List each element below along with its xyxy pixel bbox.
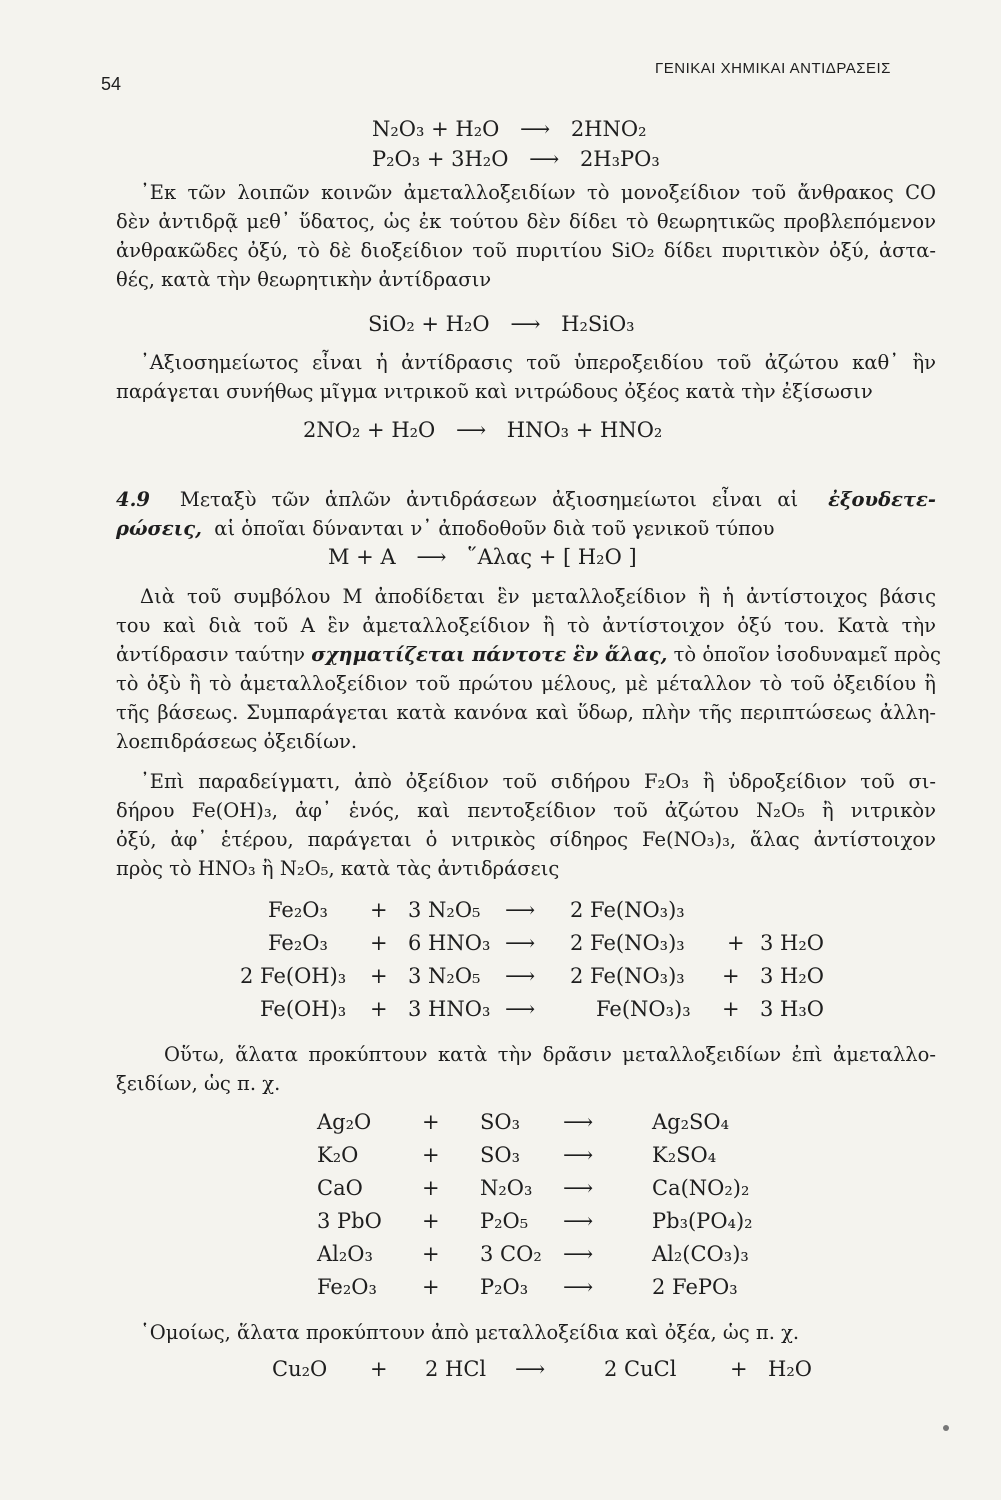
section-line [116,485,936,514]
reactant-b: 3 N₂O₅ [408,964,481,988]
plus: + [722,997,740,1021]
reactant-b: 3 HNO₃ [408,997,491,1021]
product-c: Ca(NO₂)₂ [652,1176,750,1200]
section-term: ἐξουδετε- [828,488,936,511]
plus: + [727,931,745,955]
section-term: ρώσεις, [116,517,202,540]
product-d: 3 H₃O [760,997,824,1021]
equation-lhs: SiO₂ + H₂O [368,312,490,336]
plus: + [422,1209,440,1233]
paragraph-symbols [116,582,941,756]
arrow: ⟶ [510,312,541,336]
paragraph-iron-example [116,767,936,883]
reactant-a: Fe(OH)₃ [260,997,347,1021]
arrow: ⟶ [416,545,447,569]
reactant-b: SO₃ [480,1143,521,1167]
reactant-a: Al₂O₃ [317,1242,373,1266]
reactant-a: K₂O [317,1143,359,1167]
reactant-a: CaO [317,1176,363,1200]
plus: + [422,1143,440,1167]
product-c: Ag₂SO₄ [652,1110,730,1134]
text-line: ᾿Αξιοσημείωτος εἶναι ἡ ἀντίδρασις τοῦ ὑπεροξειδίου τοῦ ἀζώτου καθ᾿ ἣν [140,351,936,374]
emphasis-text: σχηματίζεται πάντοτε ἓν ἅλας, [311,643,668,666]
equation-rhs: ῞Αλας + [ H₂O ] [467,545,637,569]
text-line: ᾿Επὶ παραδείγματι, ἀπὸ ὀξείδιον τοῦ σιδήρου F₂O₃ ἢ ὑδροξείδιον τοῦ σι- [140,770,936,793]
plus: + [370,931,388,955]
product-c: K₂SO₄ [652,1143,717,1167]
product-c: 2 Fe(NO₃)₃ [570,931,685,955]
reactant-b: 2 HCl [425,1357,487,1381]
iron-reactions-table [0,898,1001,1030]
product-c: Fe(NO₃)₃ [596,997,691,1021]
plus: + [370,997,388,1021]
equation-n2o3 [372,117,647,141]
reactant-a: Fe₂O₃ [268,898,328,922]
reaction-row [0,898,1001,931]
plus: + [422,1275,440,1299]
text-line: πρὸς τὸ HNO₃ ἢ N₂O₅, κατὰ τὰς ἀντιδράσεις [116,857,560,880]
text-line: του καὶ διὰ τοῦ Α ἓν ἀμεταλλοξείδιον ἢ τὸ ἀντίστοιχον ὀξύ του. Κατὰ τὴν [116,614,936,637]
ink-speck [943,1425,949,1431]
product-c: 2 CuCl [604,1357,677,1381]
text-line: δήρου Fe(OH)₃, ἀφ᾿ ἑνός, καὶ πεντοξείδιον τοῦ ἀζώτου N₂O₅ ἢ νιτρικὸν [116,799,936,822]
arrow: ⟶ [563,1275,594,1299]
reaction-row [0,1110,1001,1143]
equation-lhs: P₂O₃ + 3H₂O [372,147,509,171]
text-line: δὲν ἀντιδρᾷ μεθ᾿ ὕδατος, ὡς ἐκ τούτου δὲν δίδει τὸ θεωρητικῶς προβλεπόμενον [116,210,936,233]
last-equation [0,1357,1001,1390]
product-c: Al₂(CO₃)₃ [652,1242,749,1266]
arrow: ⟶ [455,418,487,442]
text-span: τὸ ὁποῖον ἰσοδυναμεῖ πρὸς [673,643,941,666]
text-line: λοεπιδράσεως ὀξειδίων. [116,730,358,753]
arrow: ⟶ [563,1143,594,1167]
arrow: ⟶ [529,147,560,171]
arrow: ⟶ [520,117,551,141]
text-line [116,640,941,669]
reactant-a: 2 Fe(OH)₃ [240,964,347,988]
reactant-b: SO₃ [480,1110,521,1134]
equation-rhs: 2H₃PO₃ [579,147,660,171]
reaction-row [0,997,1001,1030]
product-d: 3 H₂O [760,964,824,988]
product-c: 2 Fe(NO₃)₃ [570,898,685,922]
reaction-row [0,1242,1001,1275]
arrow: ⟶ [505,964,536,988]
arrow: ⟶ [505,997,536,1021]
arrow: ⟶ [505,898,536,922]
reactant-a: Fe₂O₃ [317,1275,377,1299]
equation-rhs: HNO₃ + HNO₂ [506,418,663,442]
equation-sio2 [368,312,635,336]
text-line: ᾿Εκ τῶν λοιπῶν κοινῶν ἀμεταλλοξειδίων τὸ μονοξείδιον τοῦ ἄνθρακος CO [140,181,936,204]
plus: + [370,898,388,922]
text-line: ἀνθρακῶδες ὀξύ, τὸ δὲ διοξείδιον τοῦ πυριτίου SiO₂ δίδει πυριτικὸν ὀξύ, ἀστα- [116,239,936,262]
equation-lhs: 2NO₂ + H₂O [303,418,436,442]
reaction-row [0,931,1001,964]
reactant-b: 3 N₂O₅ [408,898,481,922]
reaction-row [0,1209,1001,1242]
arrow: ⟶ [505,931,536,955]
text-line: ῾Ομοίως, ἅλατα προκύπτουν ἀπὸ μεταλλοξείδια καὶ ὀξέα, ὡς π. χ. [140,1321,800,1344]
reactant-b: P₂O₅ [480,1209,529,1233]
equation-p2o3 [372,147,660,171]
plus: + [422,1110,440,1134]
reaction-row [0,1275,1001,1308]
salt-reactions-table [0,1110,1001,1308]
paragraph-salts-from-oxides [116,1040,936,1098]
product-c: Pb₃(PO₄)₂ [652,1209,753,1233]
text-line: Διὰ τοῦ συμβόλου Μ ἀποδίδεται ἓν μεταλλοξείδιον ἢ ἡ ἀντίστοιχος βάσις [140,585,936,608]
plus: + [730,1357,748,1381]
section-text: αἱ ὁποῖαι δύνανται ν᾿ ἀποδοθοῦν διὰ τοῦ γενικοῦ τύπου [214,517,775,540]
paragraph-nitrogen-peroxide [116,348,936,406]
equation-lhs: M + A [328,545,396,569]
plus: + [422,1176,440,1200]
equation-rhs: H₂SiO₃ [561,312,635,336]
product-d: 3 H₂O [760,931,824,955]
reaction-row [0,1143,1001,1176]
reactant-b: 3 CO₂ [480,1242,542,1266]
equation-rhs: 2HNO₂ [570,117,647,141]
text-line: ξειδίων, ὡς π. χ. [116,1072,281,1095]
paragraph-carbon-silicon [116,178,936,294]
section-number: 4.9 [116,488,150,511]
running-head: ΓΕΝΙΚΑΙ ΧΗΜΙΚΑΙ ΑΝΤΙΔΡΑΣΕΙΣ [655,60,891,77]
reactant-a: 3 PbO [317,1209,382,1233]
text-line: τὸ ὀξὺ ἢ τὸ ἀμεταλλοξείδιον τοῦ πρώτου μέλους, μὲ μέταλλον τὸ τοῦ ὀξειδίου ἢ [116,672,936,695]
section-4-9 [116,485,936,543]
text-span: ἀντίδρασιν ταύτην [116,643,305,666]
reactant-a: Cu₂O [272,1357,328,1381]
text-line: Οὕτω, ἅλατα προκύπτουν κατὰ τὴν δρᾶσιν μεταλλοξειδίων ἐπὶ ἀμεταλλο- [164,1043,936,1066]
text-line: θές, κατὰ τὴν θεωρητικὴν ἀντίδρασιν [116,268,492,291]
reaction-row [0,1357,1001,1390]
plus: + [370,1357,388,1381]
equation-no2 [303,418,662,442]
plus: + [370,964,388,988]
reactant-b: N₂O₃ [480,1176,533,1200]
product-c: 2 FePO₃ [652,1275,738,1299]
text-line: ὀξύ, ἀφ᾿ ἑτέρου, παράγεται ὁ νιτρικὸς σίδηρος Fe(NO₃)₃, ἅλας ἀντίστοιχον [116,828,936,851]
text-line: τῆς βάσεως. Συμπαράγεται κατὰ κανόνα καὶ ὕδωρ, πλὴν τῆς περιπτώσεως ἀλλη- [116,701,936,724]
section-line [116,514,936,543]
text-line: παράγεται συνήθως μῖγμα νιτρικοῦ καὶ νιτρώδους ὀξέος κατὰ τὴν ἐξίσωσιν [116,380,873,403]
reaction-row [0,1176,1001,1209]
page-number: 54 [101,74,122,94]
plus: + [722,964,740,988]
arrow: ⟶ [515,1357,546,1381]
reactant-a: Ag₂O [317,1110,372,1134]
section-text: Μεταξὺ τῶν ἁπλῶν ἀντιδράσεων ἀξιοσημείωτοι εἶναι αἱ [179,488,799,511]
reactant-b: 6 HNO₃ [408,931,491,955]
reactant-a: Fe₂O₃ [268,931,328,955]
arrow: ⟶ [563,1242,594,1266]
reactant-b: P₂O₃ [480,1275,529,1299]
equation-general [328,545,637,569]
product-c: 2 Fe(NO₃)₃ [570,964,685,988]
reaction-row [0,964,1001,997]
equation-lhs: N₂O₃ + H₂O [372,117,500,141]
plus: + [422,1242,440,1266]
arrow: ⟶ [563,1176,594,1200]
arrow: ⟶ [563,1110,594,1134]
paragraph-salts-from-acids [116,1318,936,1347]
arrow: ⟶ [563,1209,594,1233]
product-d: H₂O [768,1357,812,1381]
